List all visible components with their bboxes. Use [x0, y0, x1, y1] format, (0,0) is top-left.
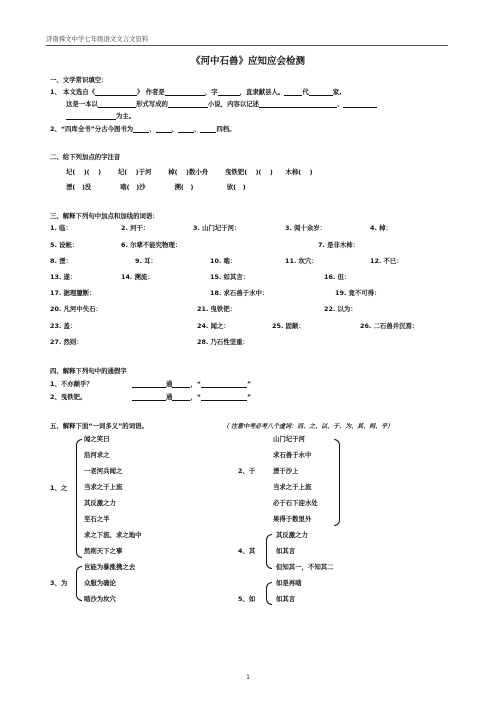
vocab-item: 8. 湮：: [50, 257, 72, 265]
yu-example: 求石兽于水中: [273, 451, 312, 459]
page-title: 《河中石兽》应知应会检测: [190, 56, 305, 67]
s4-text: 通: [166, 380, 173, 388]
pinyin-item: 溯(: [174, 183, 184, 191]
vocab-item: 26. 二石兽并沉焉：: [360, 322, 419, 330]
s2-row2: [66, 182, 246, 191]
vocab-item: 16. 但：: [324, 273, 351, 281]
vocab-item: 11. 坎穴：: [285, 257, 318, 265]
pinyin-item: 啮(: [120, 183, 130, 191]
qi-example: 但知其一，不知其二: [276, 563, 334, 571]
s1-text: 2、“四库全书”分古今图书为: [50, 125, 134, 133]
blank-field[interactable]: [201, 393, 247, 401]
section2-heading: 二、给下列加点的字注音: [50, 153, 121, 161]
vocab-item: 20. 凡河中失石：: [50, 305, 102, 313]
blank-field[interactable]: [172, 380, 190, 388]
zhi-label: 1、之: [50, 484, 68, 492]
vocab-item: 27. 然则：: [50, 338, 83, 346]
vocab-item: 19. 竟不可得：: [335, 289, 381, 297]
pinyin-item: ): [309, 168, 313, 176]
blank-field[interactable]: [165, 88, 205, 96]
s1-text: 、: [337, 100, 344, 108]
vocab-item: 2. 河干：: [121, 224, 150, 232]
blank-field[interactable]: [133, 125, 149, 133]
s4-text: 通: [166, 393, 173, 401]
section5-note: （ 注意中考必考八个虚词：而、之、以、于、为、其、则、乎）: [223, 423, 394, 430]
ru-label: 5、如: [238, 595, 256, 603]
blank-field[interactable]: [156, 125, 172, 133]
s4-text: ”: [246, 380, 252, 388]
blank-field[interactable]: [132, 380, 166, 388]
vocab-item: 7. 是非木柿：: [318, 241, 360, 249]
ru-example: 如是再啮: [276, 579, 302, 587]
s1-q2: [50, 124, 236, 133]
zhi-example: 求之下流、求之地中: [84, 531, 142, 539]
s4-q2-answer: [132, 392, 251, 401]
ru-example: 如其言: [276, 595, 296, 603]
blank-field[interactable]: [98, 100, 136, 108]
vocab-item: 13. 遂：: [50, 273, 77, 281]
pinyin-item: 湮(: [66, 183, 76, 191]
brace: [334, 439, 340, 470]
vocab-item: 3. 阅十余岁：: [285, 224, 327, 232]
s4-q1-answer: [132, 379, 251, 388]
brace: [76, 566, 82, 581]
yu-example: 必于石下迎水处: [273, 499, 318, 507]
blank-field[interactable]: [178, 125, 194, 133]
blank-field[interactable]: [284, 88, 302, 96]
s1-text: 家,: [332, 88, 342, 96]
s1-text: 这是一本以: [66, 100, 98, 108]
separator: 、: [149, 125, 156, 133]
s2-row1: [66, 167, 313, 176]
pinyin-item: ): [242, 183, 246, 191]
vocab-item: 21. 曳铁钯：: [197, 305, 237, 313]
blank-field[interactable]: [343, 100, 377, 108]
blank-field[interactable]: [201, 380, 247, 388]
vocab-item: 1. 临：: [50, 224, 72, 232]
s4-q2-label: 2、曳铁钯。: [50, 393, 87, 401]
brace: [266, 594, 272, 605]
s1-text: 四档。: [216, 125, 236, 133]
blank-field[interactable]: [200, 125, 216, 133]
pinyin-item: )(: [255, 168, 262, 176]
zhi-example: 沿河求之: [84, 451, 110, 459]
s1-text: 形式写成的: [135, 100, 168, 108]
s1-text: 1、 本文选自《: [50, 88, 96, 96]
vocab-item: 22. 以为：: [324, 305, 357, 313]
pinyin-item: )没: [82, 183, 92, 191]
brace: [76, 487, 82, 558]
vocab-item: 4. 棹：: [370, 224, 392, 232]
blank-field[interactable]: [95, 88, 137, 96]
section5-heading: 五、解释下面“一词多义”的词语。: [50, 422, 148, 430]
separator: 、: [193, 125, 201, 133]
yu-example: 当求之于上流: [273, 483, 312, 491]
s4-text: ，“: [190, 393, 201, 401]
qi-example: 如其言: [276, 547, 296, 555]
pinyin-item: 圮(: [117, 168, 128, 176]
pinyin-item: 木柿(: [285, 168, 302, 176]
pinyin-item: ): [98, 168, 101, 176]
vocab-item: 12. 不已：: [370, 257, 403, 265]
blank-field[interactable]: [259, 100, 337, 108]
s1-text: ，字: [204, 88, 218, 96]
s1-text: ，直隶献县人。: [239, 88, 285, 96]
wei-example: 众服为确论: [84, 579, 116, 587]
wei-example: 啮沙为坎穴: [84, 595, 116, 603]
section1-heading: 一、文学常识填空：: [50, 76, 108, 84]
zhi-example: 一老河兵闻之: [84, 467, 123, 475]
s1-q1-line3: [66, 111, 135, 120]
brace: [266, 548, 272, 569]
section3-heading: 三、解释下列句中加点和加线的词语：: [50, 212, 159, 220]
qi-example: 其反激之力: [276, 531, 308, 539]
pinyin-item: 圮(: [66, 168, 76, 176]
vocab-item: 3. 山门圮于河：: [193, 224, 241, 232]
pinyin-item: )数小舟: [186, 168, 209, 176]
vocab-item: 9. 耳：: [135, 257, 157, 265]
s4-q1-label: 1、不亦颠乎？: [50, 380, 93, 388]
page-header: 济南舜文中学七年级语文文言文资料: [46, 35, 149, 43]
zhi-example: 当求之于上流: [84, 483, 123, 491]
vocab-item: 10. 啮：: [210, 257, 237, 265]
s1-text: 代: [302, 88, 309, 96]
separator: 、: [171, 125, 178, 133]
pinyin-item: 棹(: [168, 168, 178, 176]
section4-heading: 四、解释下列句中的通假字: [50, 367, 127, 375]
blank-field[interactable]: [309, 88, 333, 96]
vocab-item: 17. 据理臆断：: [50, 289, 96, 297]
pinyin-item: )沙: [136, 183, 146, 191]
brace: [76, 439, 82, 488]
s4-text: ”: [246, 393, 252, 401]
brace: [334, 469, 340, 526]
yu-example: 山门圮于河: [273, 435, 305, 443]
yu-label: 2、于: [238, 467, 256, 475]
header-divider: [46, 45, 448, 46]
vocab-item: 15. 如其言：: [210, 273, 250, 281]
vocab-item: 18. 求石兽于水中：: [210, 289, 269, 297]
s4-text: ，“: [190, 380, 201, 388]
vocab-item: 24. 闻之：: [197, 322, 230, 330]
zhi-example: 闻之笑曰: [84, 435, 110, 443]
yu-example: 湮于沙上: [273, 467, 299, 475]
vocab-item: 6. 尔辈不能究物理：: [121, 241, 182, 249]
pinyin-item: 曳铁钯(: [225, 168, 248, 176]
blank-field[interactable]: [132, 393, 166, 401]
pinyin-item: 欤(: [226, 183, 237, 191]
s1-text: 为主。: [116, 112, 136, 120]
blank-field[interactable]: [168, 100, 208, 108]
zhi-example: 其反激之力: [84, 499, 116, 507]
brace: [266, 534, 272, 549]
blank-field[interactable]: [66, 112, 116, 120]
zhi-example: 至石之半: [84, 515, 110, 523]
qi-label: 4、其: [238, 547, 256, 555]
yu-example: 果得于数里外: [273, 515, 312, 523]
pinyin-item: ): [190, 183, 194, 191]
zhi-example: 然则天下之事: [84, 547, 123, 555]
s1-text: 》 作者是: [137, 88, 165, 96]
pinyin-item: ): [269, 168, 273, 176]
vocab-item: 14. 溯流：: [121, 273, 154, 281]
vocab-item: 28. 乃石性坚重：: [197, 338, 249, 346]
page-number: 1: [246, 674, 250, 681]
pinyin-item: )(: [83, 168, 90, 176]
pinyin-item: )于河: [135, 168, 152, 176]
s1-q1-line2: [66, 99, 377, 108]
s1-q1-line1: [50, 87, 342, 96]
wei-label: 3、为: [50, 579, 68, 587]
s1-text: 小说，内容以记述: [207, 100, 260, 108]
wei-example: 岂能为暴涨携之去: [84, 563, 136, 571]
blank-field[interactable]: [172, 393, 190, 401]
blank-field[interactable]: [218, 88, 240, 96]
vocab-item: 23. 盖：: [50, 322, 77, 330]
vocab-item: 5. 设帐：: [50, 241, 79, 249]
brace: [76, 580, 82, 601]
vocab-item: 25. 固颠：: [272, 322, 305, 330]
